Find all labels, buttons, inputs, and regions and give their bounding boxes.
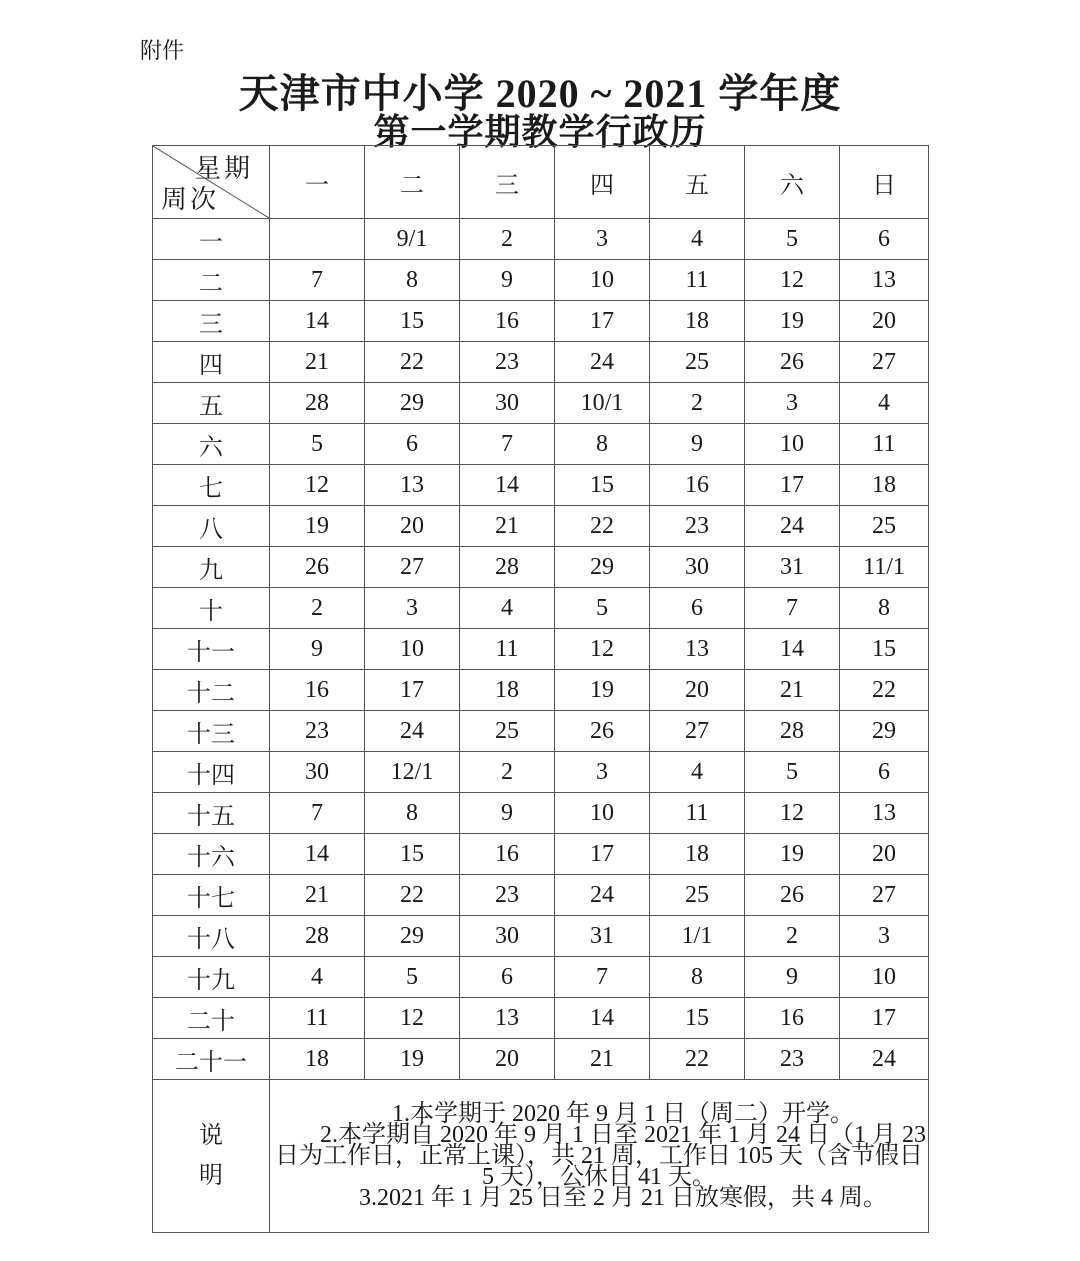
date-cell: 29 bbox=[840, 711, 929, 752]
page-title-line1: 天津市中小学 2020 ~ 2021 学年度 bbox=[238, 71, 842, 116]
date-cell: 5 bbox=[555, 588, 650, 629]
week-row bbox=[153, 588, 929, 629]
day-header: 六 bbox=[745, 146, 840, 219]
header-row bbox=[153, 146, 929, 219]
date-cell: 3 bbox=[365, 588, 460, 629]
date-cell: 26 bbox=[745, 342, 840, 383]
date-cell: 7 bbox=[745, 588, 840, 629]
notes-label-char: 明 bbox=[199, 1163, 223, 1189]
week-name: 三 bbox=[153, 301, 270, 342]
week-row bbox=[153, 670, 929, 711]
date-cell: 17 bbox=[840, 998, 929, 1039]
date-cell: 6 bbox=[840, 219, 929, 260]
date-cell: 3 bbox=[745, 383, 840, 424]
date-cell: 17 bbox=[745, 465, 840, 506]
date-cell: 12/1 bbox=[365, 752, 460, 793]
date-cell: 12 bbox=[745, 260, 840, 301]
date-cell: 19 bbox=[745, 834, 840, 875]
date-cell: 5 bbox=[745, 219, 840, 260]
date-cell: 2 bbox=[460, 219, 555, 260]
day-header: 四 bbox=[555, 146, 650, 219]
date-cell: 18 bbox=[270, 1039, 365, 1080]
date-cell: 23 bbox=[460, 875, 555, 916]
date-cell: 22 bbox=[365, 875, 460, 916]
date-cell: 25 bbox=[840, 506, 929, 547]
date-cell: 9 bbox=[745, 957, 840, 998]
calendar-table bbox=[152, 145, 929, 1233]
date-cell: 15 bbox=[555, 465, 650, 506]
date-cell: 12 bbox=[555, 629, 650, 670]
page-title-line2: 第一学期教学行政历 bbox=[373, 112, 707, 152]
week-row bbox=[153, 465, 929, 506]
attachment-label: 附件 bbox=[140, 39, 185, 64]
date-cell: 16 bbox=[460, 301, 555, 342]
date-cell: 18 bbox=[650, 834, 745, 875]
corner-weekday-label: 星期 bbox=[194, 154, 253, 183]
date-cell: 23 bbox=[650, 506, 745, 547]
date-cell: 11 bbox=[650, 260, 745, 301]
week-name: 八 bbox=[153, 506, 270, 547]
date-cell bbox=[270, 219, 365, 260]
date-cell: 9/1 bbox=[365, 219, 460, 260]
week-row bbox=[153, 506, 929, 547]
date-cell: 13 bbox=[840, 260, 929, 301]
date-cell: 25 bbox=[650, 875, 745, 916]
week-row bbox=[153, 424, 929, 465]
date-cell: 24 bbox=[840, 1039, 929, 1080]
date-cell: 14 bbox=[460, 465, 555, 506]
week-row bbox=[153, 793, 929, 834]
date-cell: 20 bbox=[460, 1039, 555, 1080]
date-cell: 17 bbox=[555, 301, 650, 342]
date-cell: 8 bbox=[555, 424, 650, 465]
date-cell: 10 bbox=[745, 424, 840, 465]
date-cell: 7 bbox=[460, 424, 555, 465]
day-header: 二 bbox=[365, 146, 460, 219]
date-cell: 16 bbox=[460, 834, 555, 875]
date-cell: 10 bbox=[840, 957, 929, 998]
date-cell: 4 bbox=[650, 219, 745, 260]
date-cell: 13 bbox=[460, 998, 555, 1039]
date-cell: 24 bbox=[555, 875, 650, 916]
corner-cell bbox=[153, 146, 270, 219]
date-cell: 12 bbox=[270, 465, 365, 506]
date-cell: 28 bbox=[745, 711, 840, 752]
week-row bbox=[153, 629, 929, 670]
date-cell: 11 bbox=[840, 424, 929, 465]
date-cell: 21 bbox=[555, 1039, 650, 1080]
date-cell: 9 bbox=[650, 424, 745, 465]
date-cell: 18 bbox=[840, 465, 929, 506]
date-cell: 22 bbox=[650, 1039, 745, 1080]
date-cell: 4 bbox=[840, 383, 929, 424]
date-cell: 15 bbox=[365, 301, 460, 342]
week-name: 十六 bbox=[153, 834, 270, 875]
date-cell: 31 bbox=[555, 916, 650, 957]
date-cell: 24 bbox=[745, 506, 840, 547]
date-cell: 14 bbox=[555, 998, 650, 1039]
date-cell: 27 bbox=[840, 875, 929, 916]
date-cell: 27 bbox=[650, 711, 745, 752]
date-cell: 4 bbox=[270, 957, 365, 998]
week-row bbox=[153, 998, 929, 1039]
date-cell: 6 bbox=[460, 957, 555, 998]
day-header: 日 bbox=[840, 146, 929, 219]
day-header: 五 bbox=[650, 146, 745, 219]
date-cell: 14 bbox=[270, 834, 365, 875]
date-cell: 5 bbox=[270, 424, 365, 465]
date-cell: 2 bbox=[650, 383, 745, 424]
date-cell: 24 bbox=[365, 711, 460, 752]
week-name: 五 bbox=[153, 383, 270, 424]
week-name: 十一 bbox=[153, 629, 270, 670]
date-cell: 8 bbox=[840, 588, 929, 629]
date-cell: 7 bbox=[555, 957, 650, 998]
week-name: 十二 bbox=[153, 670, 270, 711]
date-cell: 21 bbox=[460, 506, 555, 547]
date-cell: 22 bbox=[365, 342, 460, 383]
week-name: 一 bbox=[153, 219, 270, 260]
date-cell: 15 bbox=[840, 629, 929, 670]
date-cell: 23 bbox=[745, 1039, 840, 1080]
date-cell: 26 bbox=[555, 711, 650, 752]
date-cell: 29 bbox=[365, 383, 460, 424]
date-cell: 29 bbox=[555, 547, 650, 588]
week-name: 十八 bbox=[153, 916, 270, 957]
date-cell: 21 bbox=[270, 342, 365, 383]
week-row bbox=[153, 752, 929, 793]
week-row bbox=[153, 1039, 929, 1080]
date-cell: 13 bbox=[840, 793, 929, 834]
date-cell: 22 bbox=[840, 670, 929, 711]
date-cell: 22 bbox=[555, 506, 650, 547]
date-cell: 9 bbox=[270, 629, 365, 670]
date-cell: 18 bbox=[460, 670, 555, 711]
date-cell: 2 bbox=[270, 588, 365, 629]
date-cell: 28 bbox=[270, 383, 365, 424]
date-cell: 18 bbox=[650, 301, 745, 342]
date-cell: 28 bbox=[460, 547, 555, 588]
date-cell: 19 bbox=[555, 670, 650, 711]
date-cell: 4 bbox=[650, 752, 745, 793]
day-header: 一 bbox=[270, 146, 365, 219]
day-header: 三 bbox=[460, 146, 555, 219]
week-row bbox=[153, 342, 929, 383]
note-item: 3.2021 年 1 月 25 日至 2 月 21 日放寒假，共 4 周。 bbox=[359, 1184, 887, 1211]
date-cell: 10 bbox=[555, 260, 650, 301]
week-name: 二十 bbox=[153, 998, 270, 1039]
date-cell: 5 bbox=[745, 752, 840, 793]
date-cell: 21 bbox=[270, 875, 365, 916]
date-cell: 31 bbox=[745, 547, 840, 588]
date-cell: 20 bbox=[365, 506, 460, 547]
date-cell: 20 bbox=[840, 834, 929, 875]
date-cell: 25 bbox=[460, 711, 555, 752]
week-row bbox=[153, 219, 929, 260]
week-name: 二 bbox=[153, 260, 270, 301]
date-cell: 11 bbox=[270, 998, 365, 1039]
date-cell: 10 bbox=[555, 793, 650, 834]
date-cell: 27 bbox=[840, 342, 929, 383]
week-row bbox=[153, 834, 929, 875]
date-cell: 10/1 bbox=[555, 383, 650, 424]
week-name: 十 bbox=[153, 588, 270, 629]
date-cell: 19 bbox=[270, 506, 365, 547]
date-cell: 8 bbox=[365, 260, 460, 301]
date-cell: 29 bbox=[365, 916, 460, 957]
week-row bbox=[153, 957, 929, 998]
date-cell: 16 bbox=[270, 670, 365, 711]
date-cell: 5 bbox=[365, 957, 460, 998]
week-name: 六 bbox=[153, 424, 270, 465]
date-cell: 6 bbox=[650, 588, 745, 629]
notes-label-char: 说 bbox=[199, 1123, 223, 1149]
note-item: 1.本学期于 2020 年 9 月 1 日（周二）开学。 bbox=[392, 1100, 854, 1127]
date-cell: 13 bbox=[365, 465, 460, 506]
week-row bbox=[153, 260, 929, 301]
notes-label bbox=[153, 1080, 270, 1233]
date-cell: 30 bbox=[650, 547, 745, 588]
date-cell: 16 bbox=[745, 998, 840, 1039]
date-cell: 11/1 bbox=[840, 547, 929, 588]
date-cell: 26 bbox=[270, 547, 365, 588]
date-cell: 17 bbox=[365, 670, 460, 711]
date-cell: 8 bbox=[365, 793, 460, 834]
week-name: 二十一 bbox=[153, 1039, 270, 1080]
week-name: 十九 bbox=[153, 957, 270, 998]
week-name: 十四 bbox=[153, 752, 270, 793]
date-cell: 28 bbox=[270, 916, 365, 957]
notes-text bbox=[270, 1080, 929, 1233]
date-cell: 26 bbox=[745, 875, 840, 916]
week-row bbox=[153, 383, 929, 424]
date-cell: 25 bbox=[650, 342, 745, 383]
corner-week-label: 周次 bbox=[161, 185, 220, 214]
week-row bbox=[153, 301, 929, 342]
date-cell: 9 bbox=[460, 793, 555, 834]
date-cell: 15 bbox=[650, 998, 745, 1039]
week-row bbox=[153, 916, 929, 957]
date-cell: 20 bbox=[650, 670, 745, 711]
date-cell: 23 bbox=[460, 342, 555, 383]
week-name: 十三 bbox=[153, 711, 270, 752]
date-cell: 2 bbox=[460, 752, 555, 793]
week-name: 十七 bbox=[153, 875, 270, 916]
date-cell: 12 bbox=[365, 998, 460, 1039]
date-cell: 12 bbox=[745, 793, 840, 834]
date-cell: 11 bbox=[650, 793, 745, 834]
date-cell: 30 bbox=[270, 752, 365, 793]
date-cell: 17 bbox=[555, 834, 650, 875]
note-item: 2.本学期自 2020 年 9 月 1 日至 2021 年 1 月 24 日（1 月 23 日为工作日，正常上课），共 21 周，工作日 105 天（含节假日 5 天），公休日 41 天。 bbox=[275, 1121, 926, 1190]
date-cell: 2 bbox=[745, 916, 840, 957]
date-cell: 16 bbox=[650, 465, 745, 506]
week-row bbox=[153, 875, 929, 916]
notes-row bbox=[153, 1080, 929, 1233]
week-name: 七 bbox=[153, 465, 270, 506]
date-cell: 15 bbox=[365, 834, 460, 875]
date-cell: 21 bbox=[745, 670, 840, 711]
week-row bbox=[153, 547, 929, 588]
date-cell: 10 bbox=[365, 629, 460, 670]
date-cell: 8 bbox=[650, 957, 745, 998]
date-cell: 30 bbox=[460, 916, 555, 957]
date-cell: 27 bbox=[365, 547, 460, 588]
date-cell: 30 bbox=[460, 383, 555, 424]
date-cell: 6 bbox=[840, 752, 929, 793]
date-cell: 19 bbox=[745, 301, 840, 342]
week-name: 十五 bbox=[153, 793, 270, 834]
date-cell: 23 bbox=[270, 711, 365, 752]
date-cell: 19 bbox=[365, 1039, 460, 1080]
date-cell: 13 bbox=[650, 629, 745, 670]
date-cell: 4 bbox=[460, 588, 555, 629]
date-cell: 7 bbox=[270, 793, 365, 834]
date-cell: 1/1 bbox=[650, 916, 745, 957]
date-cell: 3 bbox=[555, 752, 650, 793]
date-cell: 7 bbox=[270, 260, 365, 301]
date-cell: 3 bbox=[555, 219, 650, 260]
date-cell: 20 bbox=[840, 301, 929, 342]
date-cell: 24 bbox=[555, 342, 650, 383]
date-cell: 9 bbox=[460, 260, 555, 301]
date-cell: 6 bbox=[365, 424, 460, 465]
date-cell: 11 bbox=[460, 629, 555, 670]
week-row bbox=[153, 711, 929, 752]
week-name: 四 bbox=[153, 342, 270, 383]
date-cell: 14 bbox=[270, 301, 365, 342]
week-name: 九 bbox=[153, 547, 270, 588]
date-cell: 3 bbox=[840, 916, 929, 957]
date-cell: 14 bbox=[745, 629, 840, 670]
